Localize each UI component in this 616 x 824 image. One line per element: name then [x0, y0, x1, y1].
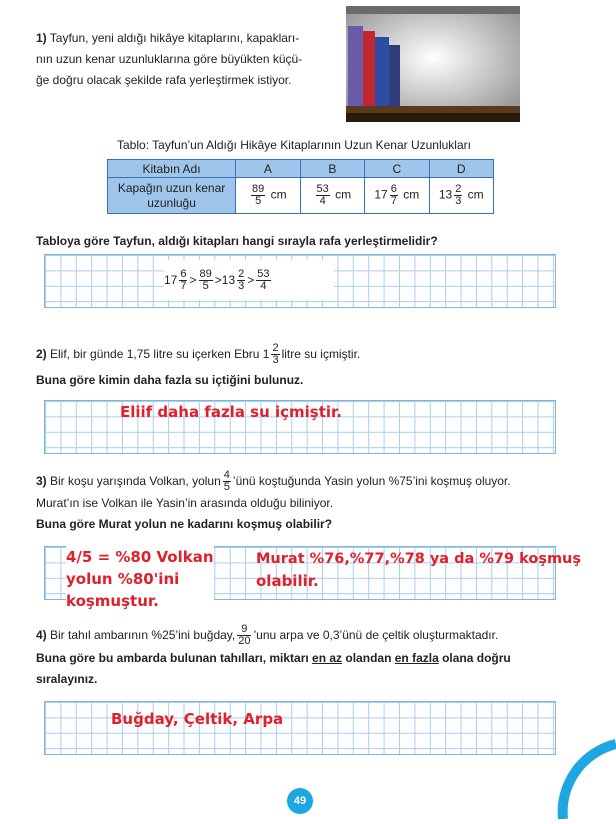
q3-answer-right-line: olabilir.	[256, 572, 319, 590]
value-c	[365, 178, 429, 214]
q3-answer-left-line: 4/5 = %80 Volkan	[66, 548, 214, 566]
table-row	[108, 178, 494, 214]
q4-question-part: olana doğru	[438, 651, 511, 665]
q2-answer: Eliif daha fazla su içmiştir.	[120, 403, 342, 421]
q3-answer-left	[66, 546, 214, 612]
q1-line3: ğe doğru olacak şekilde rafa yerleştirmek istiyor.	[36, 73, 292, 87]
fraction: $\frac{9}{20}$	[238, 623, 251, 647]
q4-text-b: ’unu arpa ve 0,3’ünü de çeltik oluşturmaktadır.	[253, 628, 499, 642]
unit: cm	[335, 187, 352, 202]
greater-than: >	[189, 273, 197, 287]
q4-question-part: olandan	[342, 651, 395, 665]
q4-question-part: Buna göre bu ambarda bulunan tahılları, miktarı	[36, 651, 313, 665]
fraction: $\frac{6}{7}$	[180, 267, 187, 292]
unit: cm	[467, 187, 484, 202]
fraction: $\frac{6}{7}$	[390, 183, 397, 207]
whole: 17	[164, 273, 178, 287]
q1-text	[36, 28, 336, 91]
fraction: $\frac{53}{4}$	[257, 267, 270, 292]
fraction: $\frac{53}{4}$	[316, 183, 329, 207]
fraction: $\frac{2}{3}$	[272, 342, 279, 366]
greater-than: >	[214, 273, 222, 287]
q2-number: 2)	[36, 347, 47, 361]
q4-question	[36, 648, 511, 690]
q3-answer-right-line: Murat %76,%77,%78 ya da %79 koşmuş	[256, 551, 582, 567]
fraction: $\frac{2}{3}$	[238, 267, 245, 292]
q3-answer-left-line: yolun %80'ini	[66, 570, 180, 588]
header-d: D	[429, 160, 493, 178]
q4-answer: Buğday, Çeltik, Arpa	[111, 710, 284, 728]
q3-question: Buna göre Murat yolun ne kadarını koşmuş olabilir?	[36, 517, 333, 531]
q4-number: 4)	[36, 628, 47, 642]
whole: 13	[438, 187, 453, 202]
unit: cm	[403, 187, 420, 202]
row-label-line1: Kapağın uzun kenar	[117, 180, 226, 195]
decorative-arc	[555, 724, 616, 819]
header-b: B	[300, 160, 364, 178]
row-label-line2: uzunluğu	[147, 195, 196, 210]
books-table	[107, 159, 494, 214]
header-a: A	[236, 160, 300, 178]
q3-line2: Murat’ın ise Volkan ile Yasin’in arasında olduğu biliniyor.	[36, 496, 334, 510]
q3-text-a: Bir koşu yarışında Volkan, yolun	[50, 474, 221, 488]
greater-than: >	[247, 273, 255, 287]
table-caption: Tablo: Tayfun’un Aldığı Hikâye Kitaplarının Uzun Kenar Uzunlukları	[117, 138, 471, 152]
q4-question-line2: sıralayınız.	[36, 672, 98, 686]
q1-question: Tabloya göre Tayfun, aldığı kitapları hangi sırayla rafa yerleştirmelidir?	[36, 234, 438, 248]
q4-text-a: Bir tahıl ambarının %25’ini buğday,	[50, 628, 236, 642]
q2-text-a: Elif, bir günde 1,75 litre su içerken Ebru 1	[50, 347, 270, 361]
header-book-name: Kitabın Adı	[108, 160, 236, 178]
unit: cm	[270, 187, 287, 202]
value-a	[236, 178, 300, 214]
row-label	[108, 178, 236, 214]
q4-text	[36, 624, 498, 647]
fraction: $\frac{2}{3}$	[455, 183, 462, 207]
value-b	[300, 178, 364, 214]
q1-number: 1)	[36, 31, 47, 45]
q1-answer	[164, 260, 334, 300]
bookshelf-illustration	[346, 6, 520, 122]
fraction: $\frac{89}{5}$	[199, 267, 212, 292]
q4-en-az: en az	[312, 651, 343, 665]
q3-number: 3)	[36, 474, 47, 488]
q2-text	[36, 343, 360, 366]
whole: 17	[374, 187, 388, 202]
q1-line2: nın uzun kenar uzunluklarına göre büyükten küçü-	[36, 52, 303, 66]
q3-text	[36, 470, 511, 493]
whole: 13	[221, 273, 236, 287]
q3-answer-right	[256, 548, 582, 592]
q2-question: Buna göre kimin daha fazla su içtiğini bulunuz.	[36, 373, 304, 387]
fraction: $\frac{4}{5}$	[223, 469, 230, 493]
fraction: $\frac{89}{5}$	[252, 183, 265, 207]
q1-line1: Tayfun, yeni aldığı hikâye kitaplarını, kapakları-	[49, 31, 300, 45]
q4-en-fazla: en fazla	[394, 651, 439, 665]
q3-text-b: ’ünü koştuğunda Yasin yolun %75’ini koşmuş oluyor.	[232, 474, 511, 488]
header-c: C	[365, 160, 429, 178]
page-number-badge: 49	[287, 788, 313, 814]
value-d	[429, 178, 493, 214]
table-header-row	[108, 160, 494, 178]
q3-answer-left-line: koşmuştur.	[66, 592, 159, 610]
q2-text-b: litre su içmiştir.	[281, 347, 361, 361]
